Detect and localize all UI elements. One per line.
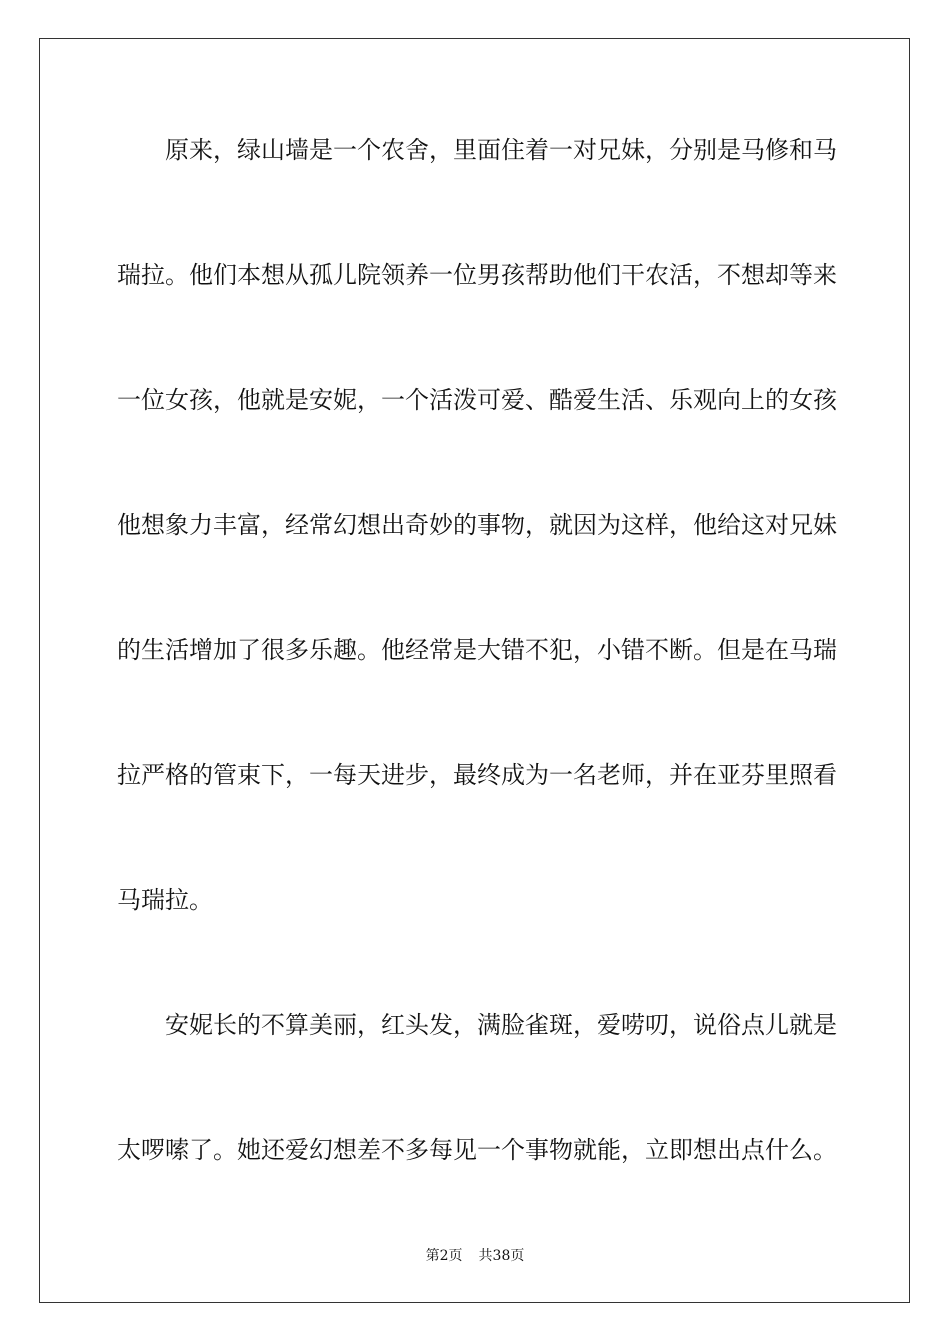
paragraph-line: 拉严格的管束下，一每天进步，最终成为一名老师，并在亚芬里照看 (117, 761, 837, 789)
paragraph-line: 瑞拉。他们本想从孤儿院领养一位男孩帮助他们干农活，不想却等来 (117, 261, 837, 289)
paragraph-line: 原来，绿山墙是一个农舍，里面住着一对兄妹，分别是马修和马 (165, 136, 837, 164)
page-total: 共38页 (478, 1248, 525, 1264)
paragraph-line: 的生活增加了很多乐趣。他经常是大错不犯，小错不断。但是在马瑞 (117, 636, 837, 664)
paragraph-line: 一位女孩，他就是安妮，一个活泼可爱、酷爱生活、乐观向上的女孩 (117, 386, 837, 414)
paragraph-line: 太啰嗦了。她还爱幻想差不多每见一个事物就能，立即想出点什么。 (117, 1136, 837, 1164)
page-number: 第2页 (425, 1248, 463, 1264)
page-footer (0, 1246, 950, 1266)
page-border (39, 38, 910, 1303)
paragraph-line: 安妮长的不算美丽，红头发，满脸雀斑，爱唠叨，说俗点儿就是 (165, 1011, 837, 1039)
paragraph-line: 马瑞拉。 (117, 886, 213, 914)
paragraph-line: 他想象力丰富，经常幻想出奇妙的事物，就因为这样，他给这对兄妹 (117, 511, 837, 539)
